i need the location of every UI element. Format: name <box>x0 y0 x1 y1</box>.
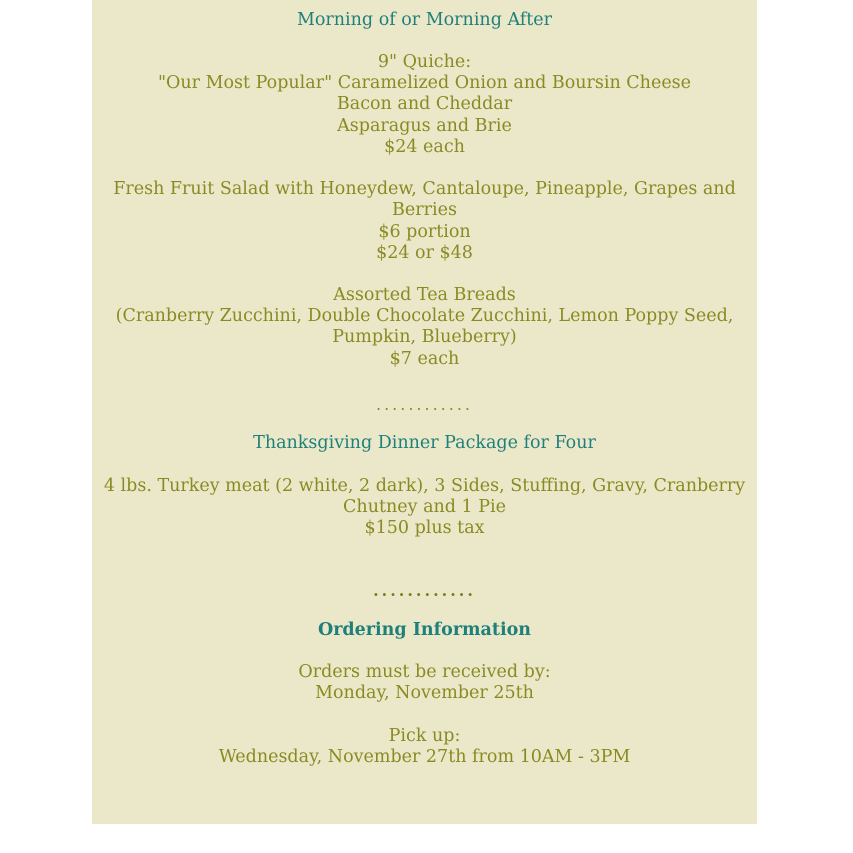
order-deadline-date: Monday, November 25th <box>315 683 534 703</box>
tea-breads-price: $7 each <box>389 349 460 369</box>
fruit-salad-line-1: Fresh Fruit Salad with Honeydew, Cantaloupe, Pineapple, Grapes and <box>113 179 736 199</box>
ordering-heading: Ordering Information <box>317 620 532 640</box>
quiche-title: 9" Quiche: <box>377 52 472 72</box>
thanksgiving-price: $150 plus tax <box>364 518 485 538</box>
quiche-item-asparagus: Asparagus and Brie <box>337 116 512 136</box>
fruit-salad-line-2: Berries <box>392 200 457 220</box>
tea-breads-line-1: (Cranberry Zucchini, Double Chocolate Zucchini, Lemon Poppy Seed, <box>115 306 734 326</box>
order-deadline-label: Orders must be received by: <box>298 662 551 682</box>
morning-heading: Morning of or Morning After <box>296 10 553 30</box>
pickup-date: Wednesday, November 27th from 10AM - 3PM <box>218 747 631 767</box>
pickup-label: Pick up: <box>388 726 461 746</box>
thanksgiving-line-1: 4 lbs. Turkey meat (2 white, 2 dark), 3 Sides, Stuffing, Gravy, Cranberry <box>103 476 746 496</box>
quiche-item-bacon: Bacon and Cheddar <box>336 94 513 114</box>
fruit-salad-portion: $6 portion <box>378 222 471 242</box>
quiche-price: $24 each <box>384 137 465 157</box>
divider-dots-2: ............ <box>373 581 476 600</box>
menu-card <box>92 0 757 824</box>
thanksgiving-line-2: Chutney and 1 Pie <box>343 497 506 517</box>
fruit-salad-price: $24 or $48 <box>376 243 473 263</box>
quiche-item-boursin: "Our Most Popular" Caramelized Onion and Boursin Cheese <box>157 73 692 93</box>
tea-breads-line-2: Pumpkin, Blueberry) <box>332 327 517 347</box>
divider-dots-1: ............ <box>375 395 474 414</box>
thanksgiving-heading: Thanksgiving Dinner Package for Four <box>253 433 596 453</box>
tea-breads-title: Assorted Tea Breads <box>333 285 516 305</box>
